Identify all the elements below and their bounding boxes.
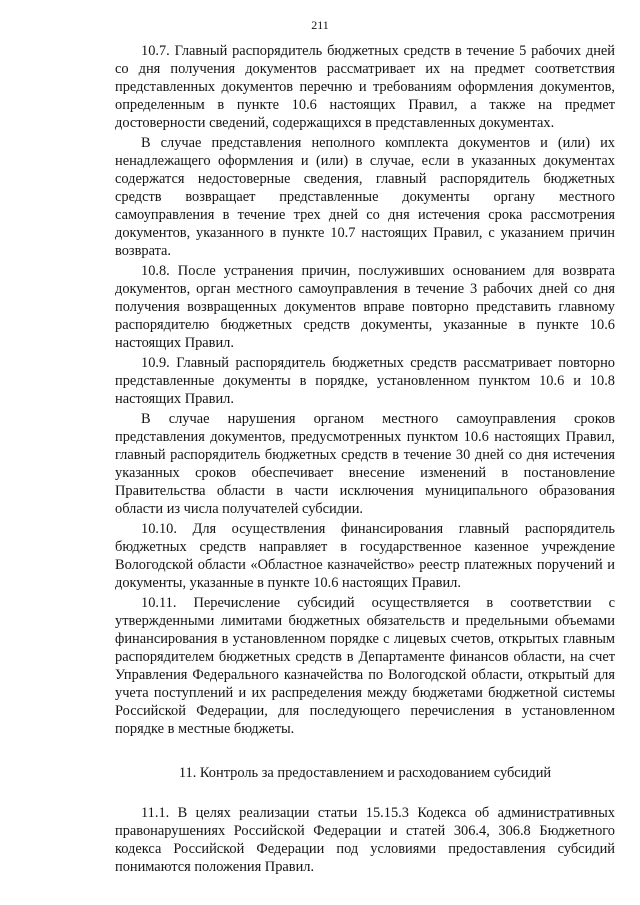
paragraph-10-7-return: В случае представления неполного комплекта документов и (или) их ненадлежащего оформления и (или) в случае, если в указанных документах содержатся недостоверные сведения, главный распорядитель бюджетных средств возвращает представленные документы органу местного самоуправления в течение трех дней со дня истечения срока рассмотрения документов, указанного в пункте 10.7 настоящих Правил, с указанием причин возврата. [115,135,615,259]
paragraph-10-11: 10.11. Перечисление субсидий осуществляется в соответствии с утвержденными лимитами бюджетных обязательств и предельными объемами финансирования в установленном порядке с лицевых счетов, открытых главным распорядителем бюджетных средств в Департаменте финансов области, на счет Управления Федерального казначейства по Вологодской области, открытый для учета поступлений и их распределения между бюджетами бюджетной системы Российской Федерации, для последующего перечисления в установленном порядке в местные бюджеты. [115,595,615,737]
paragraph-10-9-violation: В случае нарушения органом местного самоуправления сроков представления документов, предусмотренных пунктом 10.6 настоящих Правил, главный распорядитель бюджетных средств в течение 30 дней со дня истечения указанных сроков обеспечивает внесение изменений в постановление Правительства области в части исключения муниципального образования области из числа получателей субсидии. [115,411,615,517]
paragraph-10-9: 10.9. Главный распорядитель бюджетных средств рассматривает повторно представленные документы в порядке, установленном пунктом 10.6 и 10.8 настоящих Правил. [115,355,615,407]
paragraph-10-8: 10.8. После устранения причин, послуживших основанием для возврата документов, орган местного самоуправления в течение 3 рабочих дней со дня получения возвращенных документов вправе повторно представить главному распорядителю бюджетных средств документы, указанные в пункте 10.6 настоящих Правил. [115,263,615,351]
section-heading: 11. Контроль за предоставлением и расходованием субсидий [178,765,552,781]
document-body [115,42,615,878]
paragraph-10-10: 10.10. Для осуществления финансирования главный распорядитель бюджетных средств направляет в государственное казенное учреждение Вологодской области «Областное казначейство» реестр платежных поручений и документы, указанные в пункте 10.6 настоящих Правил. [115,521,615,591]
page-number: 211 [311,18,329,32]
paragraph-11-1: 11.1. В целях реализации статьи 15.15.3 Кодекса об административных правонарушениях Российской Федерации и статей 306.4, 306.8 Бюджетного кодекса Российской Федерации под условиями предоставления субсидий понимаются положения Правил. [115,805,615,875]
paragraph-10-7: 10.7. Главный распорядитель бюджетных средств в течение 5 рабочих дней со дня получения документов рассматривает их на предмет соответствия представленных документов перечню и требованиям оформления документов, определенным в пункте 10.6 настоящих Правил, а также на предмет достоверности сведений, содержащихся в представленных документах. [115,43,615,131]
